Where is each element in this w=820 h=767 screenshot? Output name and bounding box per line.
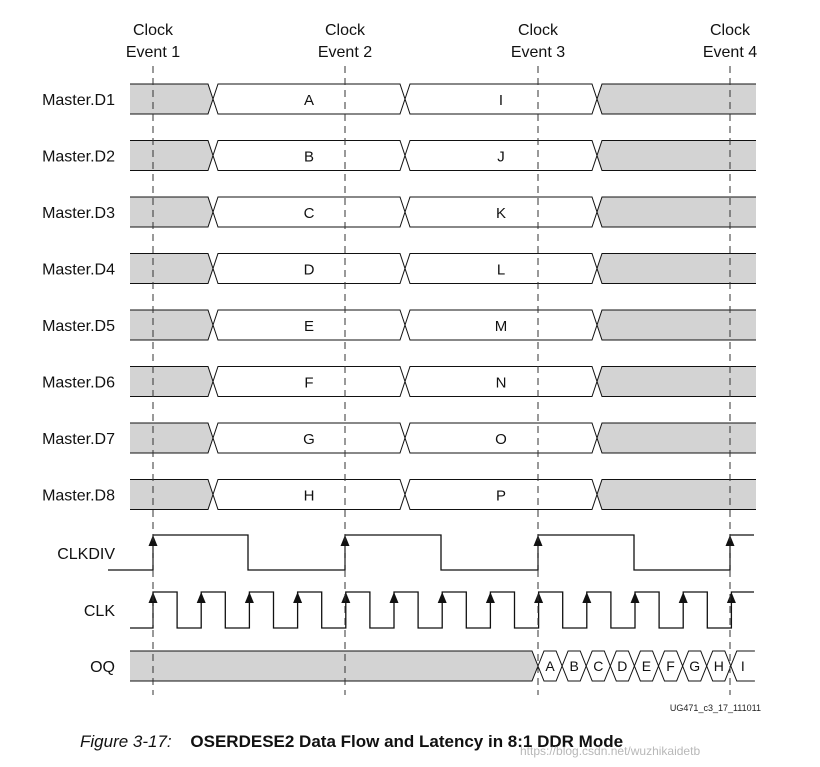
oq-bit-value: A xyxy=(545,658,555,674)
invalid-region-left xyxy=(130,367,213,397)
data-value-second: K xyxy=(495,205,507,222)
clk-rising-edge-arrow xyxy=(679,592,688,603)
data-value-second: P xyxy=(495,487,507,505)
oq-bit-value: D xyxy=(617,658,628,674)
oq-bit xyxy=(538,651,562,681)
row-master-d5 xyxy=(42,310,756,340)
oq-bit xyxy=(610,651,634,681)
clock-waveforms xyxy=(57,535,754,628)
clock-event-2-line1: Clock xyxy=(324,22,366,39)
clock-event-1-line1: Clock xyxy=(132,22,174,39)
clk-rising-edge-arrow xyxy=(293,592,302,603)
clock-event-4-line1: Clock xyxy=(709,22,751,39)
oq-label: OQ xyxy=(90,659,115,676)
invalid-region-right xyxy=(597,84,756,114)
data-value-first: D xyxy=(303,261,315,279)
invalid-region-left xyxy=(130,423,213,453)
data-value-second: I xyxy=(498,92,504,109)
oq-invalid-region xyxy=(130,651,538,681)
oq-waveform xyxy=(90,651,755,681)
clock-event-3-line2: Event 3 xyxy=(510,44,566,61)
clock-event-4-line2: Event 4 xyxy=(702,44,758,61)
data-value-first: E xyxy=(303,318,315,335)
row-master-d6 xyxy=(42,367,756,397)
clk-signal xyxy=(84,592,754,628)
watermark: https://blog.csdn.net/wuzhikaidetb xyxy=(520,744,701,758)
oq-bit-value: C xyxy=(593,658,604,674)
oq-bit-value: E xyxy=(641,658,652,674)
data-value-first: G xyxy=(303,431,315,448)
oq-bit-value: F xyxy=(666,658,675,674)
clk-rising-edge-arrow xyxy=(438,592,447,603)
clk-rising-edge-arrow xyxy=(486,592,495,603)
clock-event-labels xyxy=(126,22,757,61)
clk-rising-edge-arrow xyxy=(727,592,736,603)
row-master-d3 xyxy=(42,197,756,227)
row-label: Master.D2 xyxy=(42,148,115,166)
invalid-region-left xyxy=(130,141,213,171)
data-rows xyxy=(42,84,756,510)
data-value-second: N xyxy=(495,374,507,392)
invalid-region-left xyxy=(130,254,213,284)
clock-event-3-line1: Clock xyxy=(517,22,559,39)
data-value-second: J xyxy=(497,148,505,166)
oq-bit xyxy=(634,651,658,681)
row-label: Master.D8 xyxy=(42,487,115,505)
invalid-region-left xyxy=(130,84,213,114)
invalid-region-left xyxy=(130,310,213,340)
data-value-second: L xyxy=(496,261,506,279)
invalid-region-right xyxy=(597,423,756,453)
data-value-first: F xyxy=(304,374,314,392)
data-value-first: A xyxy=(303,92,315,109)
row-label: Master.D6 xyxy=(42,374,115,392)
data-value-first: H xyxy=(303,487,315,505)
oq-bit xyxy=(707,651,731,681)
invalid-region-right xyxy=(597,254,756,284)
caption-number: Figure 3-17: xyxy=(80,732,172,751)
oq-bit xyxy=(731,651,755,681)
invalid-region-right xyxy=(597,310,756,340)
oq-bit-value: G xyxy=(689,658,701,674)
data-value-first: C xyxy=(303,205,315,222)
data-value-second: O xyxy=(495,431,507,448)
data-value-first: B xyxy=(303,148,315,166)
invalid-region-right xyxy=(597,480,756,510)
row-label: Master.D1 xyxy=(42,92,115,109)
figure-id: UG471_c3_17_111011 xyxy=(669,703,761,713)
invalid-region-left xyxy=(130,197,213,227)
oq-bit xyxy=(659,651,683,681)
clk-label: CLK xyxy=(83,603,115,620)
clkdiv-label: CLKDIV xyxy=(57,546,115,563)
row-master-d8 xyxy=(42,480,756,510)
clock-event-1-line2: Event 1 xyxy=(125,44,181,61)
clk-rising-edge-arrow xyxy=(390,592,399,603)
clk-rising-edge-arrow xyxy=(582,592,591,603)
clk-rising-edge-arrow xyxy=(197,592,206,603)
invalid-region-right xyxy=(597,367,756,397)
row-master-d1 xyxy=(42,84,756,114)
caption-title: OSERDESE2 Data Flow and Latency in 8:1 DDR Mode xyxy=(190,732,624,751)
oq-bit-value: H xyxy=(713,658,724,674)
clk-rising-edge-arrow xyxy=(341,592,350,603)
row-master-d2 xyxy=(42,141,756,171)
oq-bit-value: I xyxy=(740,658,745,674)
oq-bit xyxy=(683,651,707,681)
invalid-region-right xyxy=(597,197,756,227)
row-label: Master.D4 xyxy=(42,261,115,279)
row-master-d7 xyxy=(42,423,756,453)
clk-rising-edge-arrow xyxy=(631,592,640,603)
invalid-region-left xyxy=(130,480,213,510)
clk-rising-edge-arrow xyxy=(245,592,254,603)
oq-bit xyxy=(562,651,586,681)
clock-event-2-line2: Event 2 xyxy=(317,44,373,61)
oq-bit-value: B xyxy=(569,658,579,674)
oq-bit xyxy=(586,651,610,681)
row-label: Master.D5 xyxy=(42,318,115,335)
data-value-second: M xyxy=(494,318,508,335)
row-master-d4 xyxy=(42,254,756,284)
row-label: Master.D7 xyxy=(42,431,115,448)
clkdiv-signal xyxy=(57,535,754,570)
clkdiv-waveform xyxy=(108,535,754,570)
invalid-region-right xyxy=(597,141,756,171)
row-label: Master.D3 xyxy=(42,205,115,222)
clk-rising-edge-arrow xyxy=(534,592,543,603)
